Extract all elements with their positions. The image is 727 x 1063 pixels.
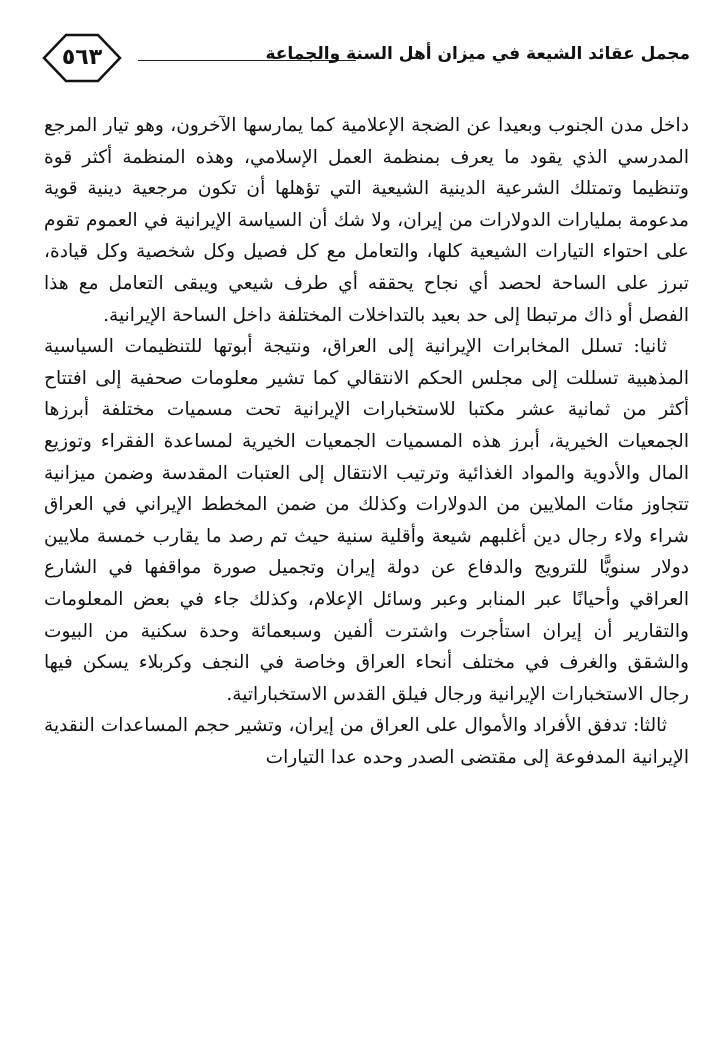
page-number-badge — [40, 32, 124, 84]
paragraph-1: داخل مدن الجنوب وبعيدا عن الضجة الإعلامية كما يمارسها الآخرون، وهو تيار المرجع المدرسي الذي يقود ما يعرف بمنظمة العمل الإسلامي، وهذه المنظمة أكثر قوة وتنظيما وتمتلك الشرعية الدينية الشيعية التي تؤهلها أن تكون مرجعية دينية قوية مدعومة بمليارات الدولارات من إيران، ولا شك أن السياسة الإيرانية في العموم تقوم على احتواء التيارات الشيعية كلها، والتعامل مع كل فصيل وكل شخصية وكل قيادة، تبرز على الساحة لحصد أي نجاح يحققه أي طرف شيعي ويبقى التعامل مع هذا الفصل أو ذاك مرتبطا إلى حد بعيد بالتداخلات المختلفة داخل الساحة الإيرانية. — [44, 115, 689, 326]
running-title: مجمل عقائد الشيعة في ميزان أهل السنة والجماعة — [265, 44, 690, 64]
body-text — [44, 110, 689, 773]
paragraph-3: ثالثا: تدفق الأفراد والأموال على العراق من إيران، وتشير حجم المساعدات النقدية الإيرانية المدفوعة إلى مقتضى الصدر وحده عدا التيارات — [44, 715, 689, 768]
page-number: ٥٦٣ — [61, 45, 103, 70]
page-header — [40, 30, 690, 90]
paragraph-2: ثانيا: تسلل المخابرات الإيرانية إلى العراق، ونتيجة أبوتها للتنظيمات السياسية المذهبية تسللت إلى مجلس الحكم الانتقالي كما تشير معلومات صحفية إلى افتتاح أكثر من ثمانية عشر مكتبا للاستخبارات الإيرانية تحت مسميات مختلفة أبرزها الجمعيات الخيرية، أبرز هذه المسميات الجمعيات الخيرية لمساعدة الفقراء وتوزيع المال والأدوية والمواد الغذائية وترتيب الانتقال إلى العتبات المقدسة وضمن ميزانية تتجاوز مئات الملايين من الدولارات وكذلك من ضمن المخطط الإيراني في العراق شراء ولاء رجال دين أغلبهم شيعة وأقلية سنية حيث تم رصد ما يقارب خمسة ملايين دولار سنويًّا للترويج والدفاع عن دولة إيران وتجميل صورة مواقفها في الشارع العراقي وأحيانًا عبر المنابر وعبر وسائل الإعلام، وكذلك جاء في بعض المعلومات والتقارير أن إيران استأجرت واشترت ألفين وسبعمائة وحدة سكنية من البيوت والشقق والغرف في مختلف أنحاء العراق وخاصة في النجف وكربلاء يسكن فيها رجال الاستخبارات الإيرانية ورجال فيلق القدس الاستخباراتية. — [44, 336, 689, 705]
